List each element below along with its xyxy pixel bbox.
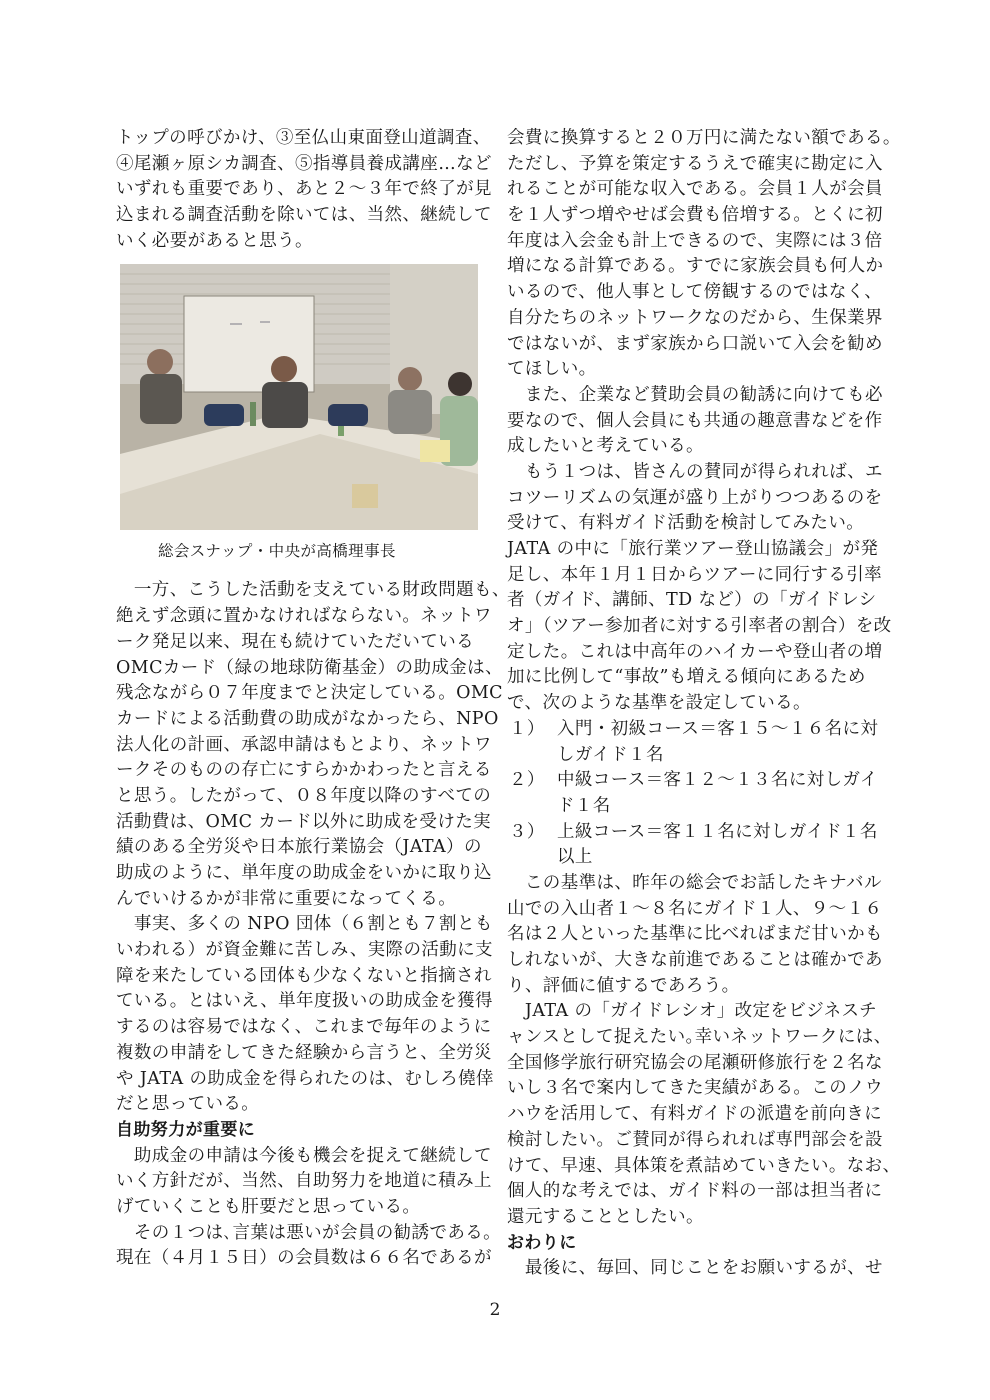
text-line: ャンスとして捉えたい｡幸いネットワークには、 bbox=[507, 1027, 892, 1048]
text-line: てほしい。 bbox=[507, 359, 597, 380]
list-number: １） bbox=[509, 718, 545, 739]
text-line: 上級コース＝客１１名に対しガイド１名 bbox=[557, 821, 878, 842]
meeting-photo bbox=[120, 264, 482, 532]
text-line: げていくことも肝要だと思っている。 bbox=[116, 1196, 421, 1217]
left-column bbox=[116, 126, 510, 1272]
list-number: ３） bbox=[509, 821, 545, 842]
text-line: いし３名で案内してきた実績がある。このノウ bbox=[507, 1078, 883, 1099]
text-line: 最後に、毎回、同じことをお願いするが、せ bbox=[507, 1258, 883, 1279]
text-line: 絶えず念頭に置かなければならない。ネットワ bbox=[116, 606, 492, 627]
text-line: で、次のような基準を設定している。 bbox=[507, 693, 811, 714]
text-line: ただし、予算を策定するうえで確実に勘定に入 bbox=[507, 153, 883, 174]
text-line: 名は２人といった基準に比べればまだ甘いかも bbox=[507, 924, 883, 945]
text-line: と思う。したがって、０８年度以降のすべての bbox=[116, 785, 492, 806]
text-line: 助成金の申請は今後も機会を捉えて継続して bbox=[116, 1145, 492, 1166]
text-line: 入門・初級コース＝客１５～１６名に対 bbox=[557, 718, 879, 739]
text-line: いく必要があると思う。 bbox=[116, 230, 313, 251]
text-line: 績のある全労災や日本旅行業協会（JATA）の bbox=[116, 837, 482, 858]
text-line: その１つは､言葉は悪いが会員の勧誘である。 bbox=[116, 1222, 502, 1243]
text-line: しガイド１名 bbox=[557, 744, 664, 765]
text-line: するのは容易ではなく、これまで毎年のように bbox=[116, 1017, 492, 1038]
text-line: 複数の申請をしてきた経験から言うと、全労災 bbox=[116, 1042, 492, 1063]
text-line: 足し、本年１月１日からツアーに同行する引率 bbox=[507, 564, 883, 585]
text-line: 以上 bbox=[557, 847, 593, 868]
text-line: JATA の中に「旅行業ツアー登山協議会」が発 bbox=[507, 539, 879, 559]
list-item bbox=[507, 820, 878, 871]
text-line: れることが可能な収入である。会員１人が会員 bbox=[507, 179, 883, 200]
text-line: 自分たちのネットワークなのだから、生保業界 bbox=[507, 307, 883, 328]
text-line: いるので、他人事として傍観するのではなく、 bbox=[507, 282, 883, 303]
text-line: 事実、多くの NPO 団体（６割とも７割とも bbox=[116, 914, 493, 935]
paragraph-kinabalu bbox=[507, 871, 883, 999]
meeting-photo-image bbox=[120, 264, 478, 530]
text-line: ークそのものの存亡にすらかかわったと言える bbox=[116, 760, 492, 781]
text-line: 定した。これは中高年のハイカーや登山者の増 bbox=[507, 641, 883, 662]
text-line: り、評価に値するであろう。 bbox=[507, 975, 740, 996]
text-line: 還元することとしたい。 bbox=[507, 1206, 704, 1227]
text-line: 残念ながら０７年度までと決定している。OMC bbox=[116, 683, 503, 704]
text-line: JATA の「ガイドレシオ」改定をビジネスチ bbox=[507, 1001, 877, 1022]
photo-caption: 総会スナップ・中央が高橋理事長 bbox=[158, 542, 396, 561]
text-line: 年度は入会金も計上できるので、実際には３倍 bbox=[507, 230, 883, 251]
text-line: 中級コース＝客１２～１３名に対しガイ bbox=[557, 770, 878, 791]
text-line: 受けて、有料ガイド活動を検討してみたい。 bbox=[507, 513, 865, 534]
text-line: コツーリズムの気運が盛り上がりつつあるのを bbox=[507, 487, 883, 508]
text-line: トップの呼びかけ、③至仏山東面登山道調査、 bbox=[116, 128, 491, 148]
text-line: この基準は、昨年の総会でお話したキナバル bbox=[507, 872, 882, 893]
text-line: もう１つは、皆さんの賛同が得られれば、エ bbox=[507, 461, 883, 482]
right-column bbox=[507, 126, 901, 1282]
text-line: や JATA の助成金を得られたのは、むしろ僥倖 bbox=[116, 1068, 494, 1089]
list-item bbox=[507, 768, 878, 819]
paragraph-membership bbox=[507, 126, 901, 383]
text-line: いく方針だが、当然、自助努力を地道に積み上 bbox=[116, 1171, 492, 1192]
text-line: ド１名 bbox=[557, 795, 611, 816]
text-line: 法人化の計画、承認申請はもとより、ネットワ bbox=[116, 734, 492, 755]
section-heading: おわりに bbox=[507, 1232, 577, 1253]
text-line: だと思っている。 bbox=[116, 1094, 260, 1115]
text-line: 込まれる調査活動を除いては、当然、継続して bbox=[116, 205, 492, 226]
paragraph-guide bbox=[507, 460, 892, 717]
text-line: 検討したい。ご賛同が得られれば専門部会を設 bbox=[507, 1129, 883, 1150]
text-line: OMCカード（緑の地球防衛基金）の助成金は、 bbox=[116, 657, 503, 678]
text-line: いわれる）が資金難に苦しみ、実際の活動に支 bbox=[116, 940, 493, 961]
text-line: を１人ずつ増やせば会費も倍増する。とくに初 bbox=[507, 205, 883, 226]
paragraph-npo bbox=[116, 912, 494, 1118]
text-line: オ」（ツアー参加者に対する引率者の割合）を改 bbox=[507, 616, 892, 637]
text-line: ではないが、まず家族から口説いて入会を勧め bbox=[507, 333, 883, 354]
text-line: 全国修学旅行研究協会の尾瀬研修旅行を２名な bbox=[507, 1052, 883, 1073]
text-line: ーク発足以来、現在も続けていただいている bbox=[116, 631, 474, 652]
text-line: んでいけるかが非常に重要になってくる。 bbox=[116, 888, 457, 909]
text-line: 成したいと考えている。 bbox=[507, 436, 704, 457]
text-line: 加に比例して“事故”も増える傾向にあるため bbox=[507, 667, 866, 688]
text-line: カードによる活動費の助成がなかったら、NPO bbox=[116, 708, 499, 729]
text-line: ④尾瀬ヶ原シカ調査、⑤指導員養成講座…など bbox=[116, 153, 492, 174]
text-line: いずれも重要であり、あと２～３年で終了が見 bbox=[116, 179, 492, 200]
text-line: 山での入山者１～８名にガイド１人、９～１６ bbox=[507, 898, 883, 919]
page-number: 2 bbox=[489, 1300, 501, 1320]
text-line: 現在（４月１５日）の会員数は６６名であるが bbox=[116, 1248, 492, 1269]
paragraph-business-chance bbox=[507, 999, 901, 1230]
text-line: 助成のように、単年度の助成金をいかに取り込 bbox=[116, 863, 492, 883]
text-line: けて、早速、具体策を煮詰めていきたい。なお、 bbox=[507, 1155, 901, 1176]
text-line: ハウを活用して、有料ガイドの派遣を前向きに bbox=[507, 1104, 883, 1125]
section-heading: 自助努力が重要に bbox=[116, 1119, 256, 1140]
text-line: 増になる計算である。すでに家族会員も何人か bbox=[507, 256, 884, 277]
paragraph-supporters bbox=[507, 383, 883, 460]
text-line: 一方、こうした活動を支えている財政問題も、 bbox=[116, 580, 510, 601]
text-line: 障を来たしている団体も少なくないと指摘され bbox=[116, 965, 492, 986]
intro-paragraph bbox=[116, 126, 492, 254]
text-line: しれないが、大きな前進であることは確かであ bbox=[507, 950, 883, 970]
paragraph-self-help bbox=[116, 1144, 502, 1272]
list-item bbox=[507, 717, 879, 768]
text-line: 個人的な考えでは、ガイド料の一部は担当者に bbox=[507, 1181, 883, 1202]
paragraph-finance bbox=[116, 578, 510, 912]
text-line: ている。とはいえ、単年度扱いの助成金を獲得 bbox=[116, 991, 493, 1012]
text-line: 要なので、個人会員にも共通の趣意書などを作 bbox=[507, 410, 883, 431]
text-line: 者（ガイド、講師、TD など）の「ガイドレシ bbox=[507, 590, 877, 611]
list-number: ２） bbox=[509, 770, 545, 791]
text-line: また、企業など賛助会員の勧誘に向けても必 bbox=[507, 384, 883, 405]
paragraph-closing bbox=[507, 1256, 883, 1282]
text-line: 会費に換算すると２０万円に満たない額である。 bbox=[507, 128, 901, 148]
text-line: 活動費は、OMC カード以外に助成を受けた実 bbox=[116, 811, 492, 832]
guide-ratio-list bbox=[507, 717, 879, 871]
